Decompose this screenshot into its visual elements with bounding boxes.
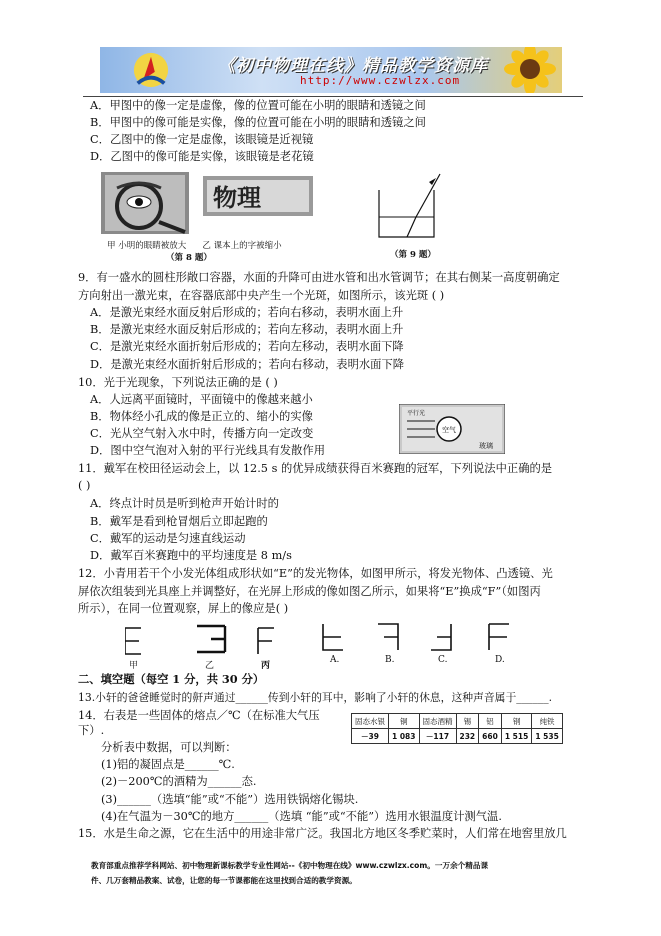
- q8-option-c: C．乙图中的像一定是虚像，该眼镜是近视镜: [90, 133, 314, 146]
- q11-option-a: A．终点计时员是听到枪声开始计时的: [90, 497, 279, 510]
- q11-option-c: C．戴军的运动是匀速直线运动: [90, 532, 246, 545]
- q12-label-d: D.: [495, 655, 505, 665]
- q8-figure-label: （第 8 题）: [166, 253, 212, 263]
- q10-option-a: A．人远离平面镜时，平面镜中的像越来越小: [90, 393, 313, 406]
- table-cell: 1 535: [532, 729, 563, 744]
- q12-label-bing: 丙: [261, 661, 271, 671]
- banner-title: 《初中物理在线》精品教学资源库: [218, 56, 488, 76]
- table-header-cell: 铜: [389, 714, 420, 729]
- q8-caption-jia-text: 甲 小明的眼睛被放大: [107, 241, 187, 251]
- q14-intro: 分析表中数据，可以判断：: [101, 741, 237, 754]
- banner-url[interactable]: http://www.czwlzx.com: [300, 74, 461, 87]
- q12-stem-2: 屏依次组装到光具座上并调整好，在光屏上形成的像如图乙所示，如果将“E”换成“F”（如图丙: [78, 585, 541, 598]
- q11-stem-1: 11．戴军在校田径运动会上，以 12.5 s 的优异成绩获得百米赛跑的冠军，下列说法中正确的是: [78, 462, 553, 475]
- section2-title: 二、填空题（每空 1 分，共 30 分）: [78, 672, 265, 686]
- table-cell: 232: [456, 729, 479, 744]
- site-logo-icon: [132, 51, 170, 89]
- q10-option-b: B．物体经小孔成的像是正立的、缩小的实像: [90, 410, 313, 423]
- q8-figure: [101, 172, 313, 234]
- q8-option-a: A．甲图中的像一定是虚像，像的位置可能在小明的眼睛和透镜之间: [90, 99, 426, 112]
- q8-photo-text: 物理: [213, 184, 261, 212]
- table-header-cell: 固态水银: [352, 714, 389, 729]
- q10-fig-light: 平行光: [407, 410, 426, 417]
- table-header-cell: 固态酒精: [419, 714, 456, 729]
- table-header-cell: 钢: [501, 714, 532, 729]
- footer-line-1: 教育部重点推荐学科网站、初中物理新课标教学专业性网站--《初中物理在线》www.czwlzx.com。一万余个精品课: [91, 861, 489, 870]
- q14-stem-2: 下）.: [78, 724, 105, 737]
- q8-caption-yi-text: 乙 课本上的字被缩小: [202, 241, 282, 251]
- table-cell: －117: [419, 729, 456, 744]
- header-banner: [100, 47, 562, 93]
- q10-stem: 10．光于光现象，下列说法正确的是 ( ): [78, 376, 278, 389]
- q9-option-a: A．是激光束经水面反射后形成的；若向右移动，表明水面上升: [90, 306, 404, 319]
- table-row: [352, 729, 563, 744]
- q10-fig-water: 玻璃: [479, 442, 493, 450]
- q9-option-b: B．是激光束经水面反射后形成的；若向左移动，表明水面上升: [90, 323, 404, 336]
- q8-option-d: D．乙图中的像可能是实像，该眼镜是老花镜: [90, 150, 314, 163]
- header-rule: [83, 96, 583, 97]
- q10-figure: [399, 404, 505, 454]
- q12-stem-3: 所示），在同一位置观察，屏上的像应是( ): [78, 602, 289, 615]
- q14-sub-4: (4)在气温为－30℃的地方______（选填 “能”或“不能”）选用水银温度计测气温.: [101, 810, 502, 823]
- table-header-cell: 铝: [479, 714, 502, 729]
- q10-fig-air: 空气: [442, 426, 456, 434]
- q11-option-b: B．戴军是看到枪冒烟后立即起跑的: [90, 515, 268, 528]
- table-cell: 660: [479, 729, 502, 744]
- q12-label-jia: 甲: [129, 661, 139, 671]
- q11-stem-2: ( ): [78, 479, 91, 492]
- table-header-cell: 锡: [456, 714, 479, 729]
- table-cell: －39: [352, 729, 389, 744]
- q14-sub-3: (3)______（选填“能”或“不能”）选用铁锅熔化锡块.: [101, 793, 359, 806]
- q8-option-b: B．甲图中的像可能是实像，像的位置可能在小明的眼睛和透镜之间: [90, 116, 426, 129]
- q13-text: 13.小轩的爸爸睡觉时的鼾声通过______传到小轩的耳中，影响了小轩的休息，这种声音属于______.: [78, 691, 553, 704]
- sunflower-icon: [504, 47, 556, 93]
- q12-label-b: B.: [385, 655, 395, 665]
- q14-stem-1: 14．右表是一些固体的熔点／℃（在标准大气压: [78, 709, 320, 722]
- q9-option-c: C．是激光束经水面折射后形成的；若向左移动，表明水面下降: [90, 340, 404, 353]
- table-header-cell: 纯铁: [532, 714, 563, 729]
- q15-text: 15．水是生命之源，它在生活中的用途非常广泛。我国北方地区冬季贮菜时，人们常在地窖里放几: [78, 827, 567, 840]
- q11-option-d: D．戴军百米赛跑中的平均速度是 8 m/s: [90, 549, 292, 562]
- q12-stem-1: 12．小青用若干个小发光体组成形状如“E”的发光物体，如图甲所示，将发光物体、凸透镜、光: [78, 567, 553, 580]
- table-cell: 1 515: [501, 729, 532, 744]
- q9-figure: [374, 172, 444, 242]
- q14-sub-1: (1)铝的凝固点是______℃.: [101, 758, 235, 771]
- q12-label-yi: 乙: [205, 661, 215, 671]
- footer-line-2: 件、几万套精品教案、试卷，让您的每一节课都能在这里找到合适的教学资源。: [91, 876, 357, 885]
- melting-point-table: [351, 713, 563, 744]
- q12-label-a: A.: [330, 655, 340, 665]
- q9-stem-1: 9．有一盛水的圆柱形敞口容器，水面的升降可由进水管和出水管调节；在其右侧某一高度朝确定: [78, 271, 560, 284]
- q8-caption-jia: [107, 239, 282, 251]
- table-cell: 1 083: [389, 729, 420, 744]
- q14-sub-2: (2)－200℃的酒精为______态.: [101, 775, 257, 788]
- q12-figure: [125, 620, 525, 672]
- q9-stem-2: 方向射出一激光束，在容器底部中央产生一个光斑，如图所示，该光斑 ( ): [78, 289, 445, 302]
- q12-label-c: C.: [438, 655, 448, 665]
- q10-option-d: D．图中空气泡对入射的平行光线具有发散作用: [90, 444, 325, 457]
- q10-option-c: C．光从空气射入水中时，传播方向一定改变: [90, 427, 314, 440]
- table-header-row: [352, 714, 563, 729]
- q9-figure-label: （第 9 题）: [390, 250, 436, 260]
- q9-option-d: D．是激光束经水面折射后形成的；若向右移动，表明水面下降: [90, 358, 405, 371]
